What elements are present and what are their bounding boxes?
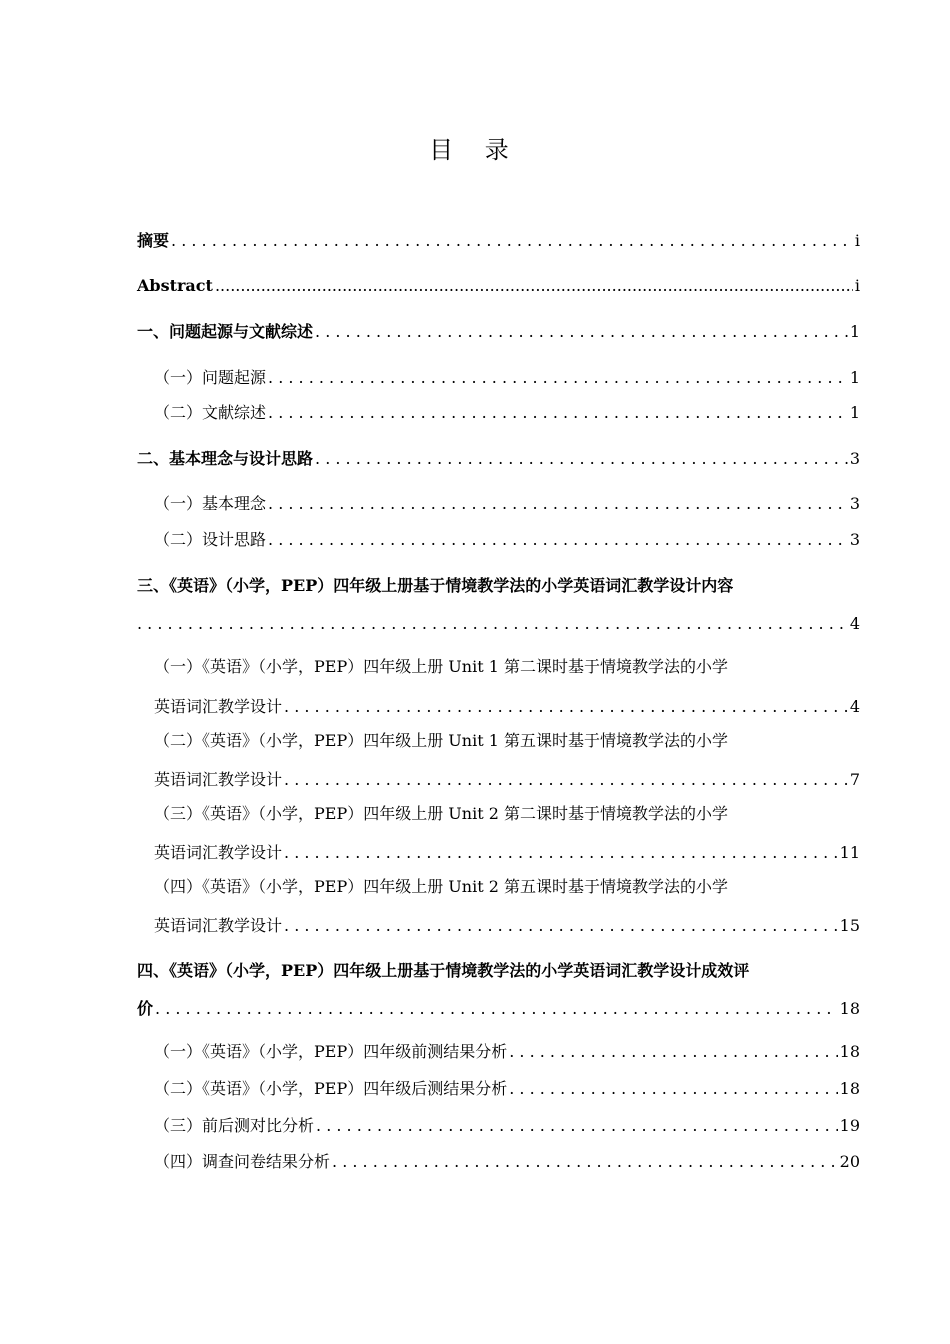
toc-entry-section-3-heading[interactable]: 三、《英语》（小学，PEP）四年级上册基于情境教学法的小学英语词汇教学设计内容: [137, 576, 734, 595]
toc-page-number: 4: [849, 697, 860, 716]
toc-page-number: 1: [849, 403, 860, 422]
toc-entry-abstract-en[interactable]: [137, 276, 860, 296]
toc-entry-section-4-1[interactable]: [154, 1042, 860, 1062]
toc-page-number: 19: [839, 1116, 860, 1135]
toc-leader-dots: [509, 1079, 837, 1099]
toc-entry-section-3-4-line2[interactable]: [154, 916, 860, 936]
toc-entry-section-3-2-line2[interactable]: [154, 770, 860, 790]
toc-entry-label: （二）文献综述: [154, 403, 267, 422]
toc-leader-dots: [268, 368, 848, 388]
toc-page-number: i: [854, 276, 860, 295]
toc-entry-label: （一）基本理念: [154, 494, 267, 513]
toc-entry-label: 英语词汇教学设计: [154, 843, 283, 862]
toc-entry-abstract-cn[interactable]: [137, 231, 860, 251]
toc-entry-label: 英语词汇教学设计: [154, 916, 283, 935]
toc-leader-dots: [509, 1042, 837, 1062]
toc-entry-section-1-1[interactable]: [154, 368, 860, 388]
toc-leader-dots: [268, 403, 848, 423]
toc-page-number: 7: [849, 770, 860, 789]
toc-entry-section-1[interactable]: [137, 322, 860, 342]
toc-entry-section-4-2[interactable]: [154, 1079, 860, 1099]
toc-page-number: 18: [839, 1042, 860, 1061]
toc-entry-label: 价: [137, 999, 154, 1018]
toc-entry-section-4-leader[interactable]: [137, 999, 860, 1019]
toc-leader-dots: [284, 770, 848, 790]
toc-leader-dots: [284, 916, 838, 936]
toc-page-number: 11: [839, 843, 860, 862]
toc-leader-dots: [155, 999, 838, 1019]
toc-entry-section-4-heading[interactable]: 四、《英语》（小学，PEP）四年级上册基于情境教学法的小学英语词汇教学设计成效评: [137, 961, 750, 980]
toc-entry-label: （一）《英语》（小学，PEP）四年级前测结果分析: [154, 1042, 508, 1061]
toc-leader-dots: [268, 494, 848, 514]
toc-entry-section-3-4-line1[interactable]: （四）《英语》（小学，PEP）四年级上册 Unit 2 第五课时基于情境教学法的小学: [154, 877, 728, 896]
toc-leader-dots: [332, 1152, 838, 1172]
toc-leader-dots: [315, 322, 848, 342]
toc-entry-section-4-3[interactable]: [154, 1116, 860, 1136]
toc-entry-section-3-2-line1[interactable]: （二）《英语》（小学，PEP）四年级上册 Unit 1 第五课时基于情境教学法的小学: [154, 731, 728, 750]
toc-page-number: 18: [839, 999, 860, 1018]
toc-page-number: 4: [849, 614, 860, 633]
toc-leader-dots: [284, 697, 848, 717]
toc-page-number: 20: [839, 1152, 860, 1171]
toc-entry-section-3-1-line1[interactable]: （一）《英语》（小学，PEP）四年级上册 Unit 1 第二课时基于情境教学法的小学: [154, 657, 728, 676]
toc-leader-dots: [284, 843, 838, 863]
toc-page-number: 1: [849, 368, 860, 387]
toc-page-number: 3: [849, 530, 860, 549]
toc-entry-label: （四）调查问卷结果分析: [154, 1152, 331, 1171]
toc-entry-section-2-2[interactable]: [154, 530, 860, 550]
toc-page-number: 18: [839, 1079, 860, 1098]
toc-entry-section-1-2[interactable]: [154, 403, 860, 423]
toc-page-number: i: [854, 231, 860, 250]
toc-page-number: 1: [849, 322, 860, 341]
toc-entry-section-2-1[interactable]: [154, 494, 860, 514]
toc-leader-dots: [316, 1116, 838, 1136]
toc-entry-section-2[interactable]: [137, 449, 860, 469]
toc-entry-label: （二）《英语》（小学，PEP）四年级后测结果分析: [154, 1079, 508, 1098]
toc-entry-section-3-3-line1[interactable]: （三）《英语》（小学，PEP）四年级上册 Unit 2 第二课时基于情境教学法的小学: [154, 804, 728, 823]
toc-entry-label: 英语词汇教学设计: [154, 697, 283, 716]
toc-page-number: 3: [849, 494, 860, 513]
toc-leader-dots: [268, 530, 848, 550]
toc-page-number: 3: [849, 449, 860, 468]
toc-entry-section-3-3-line2[interactable]: [154, 843, 860, 863]
toc-entry-label: 英语词汇教学设计: [154, 770, 283, 789]
toc-entry-label: 一、问题起源与文献综述: [137, 322, 314, 341]
toc-leader-dots: [215, 276, 853, 296]
toc-leader-dots: [137, 614, 848, 634]
toc-entry-label: （三）前后测对比分析: [154, 1116, 315, 1135]
toc-entry-label: （二）设计思路: [154, 530, 267, 549]
toc-entry-section-3-leader[interactable]: [137, 614, 860, 634]
toc-entry-section-3-1-line2[interactable]: [154, 697, 860, 717]
toc-leader-dots: [315, 449, 848, 469]
toc-entry-label: （一）问题起源: [154, 368, 267, 387]
toc-entry-label: Abstract: [137, 276, 213, 295]
toc-leader-dots: [171, 231, 853, 251]
toc-title: 目 录: [429, 136, 521, 164]
toc-entry-section-4-4[interactable]: [154, 1152, 860, 1172]
toc-page-number: 15: [839, 916, 860, 935]
toc-entry-label: 摘要: [137, 231, 170, 250]
toc-entry-label: 二、基本理念与设计思路: [137, 449, 314, 468]
